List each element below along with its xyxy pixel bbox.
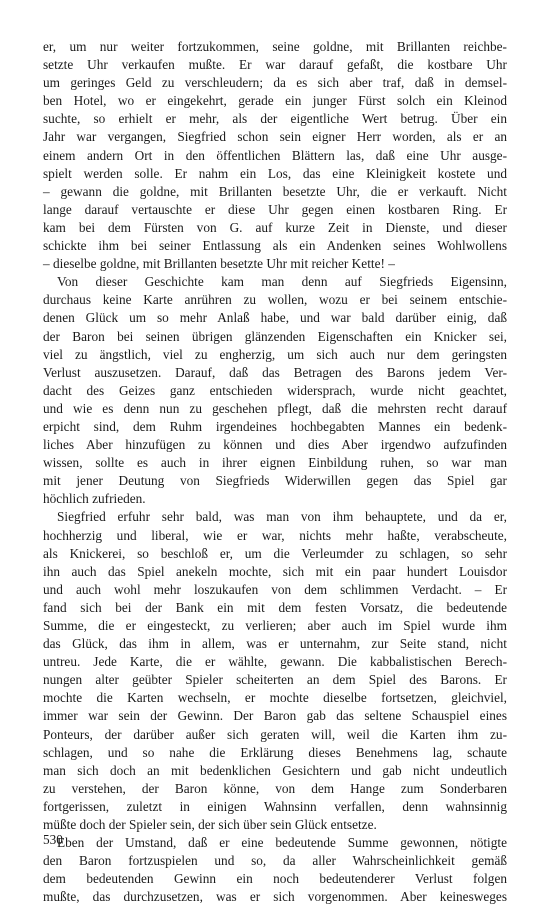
text-line: ihn auch das Spiel anekeln mochte, sich mit ein paar hundert Louisdor (43, 563, 507, 579)
text-line: spielt werden solle. Er nahm ein Los, das eine Kleinigkeit kostete und (43, 165, 507, 181)
text-line: den Baron fortzuspielen und so, da aller Wahrscheinlichkeit gemäß (43, 853, 507, 869)
text-line: man sich doch an mit bedenklichen Gesichtern und gab nicht undeutlich (43, 762, 507, 778)
text-line: kam bei dem Fürsten von G. auf kurze Zeit in Dienste, und dieser (43, 219, 507, 235)
text-line: denen Glück um so mehr Anlaß habe, und war bald darüber einig, daß (43, 310, 507, 326)
text-line: schickte ihm bei seiner Entlassung als ein Andenken seines Wohlwollens (43, 238, 507, 254)
text-line: dacht des Geizes ganz entschieden widersprach, wurde nicht geachtet, (43, 382, 507, 398)
text-line: mußte, das durchzusetzen, was er sich vorgenommen. Aber keinesweges (43, 889, 507, 905)
text-line: durchaus keine Karte anrühren zu wollen, wozu er bei seinem entschie- (43, 292, 507, 308)
text-line: ben Hotel, wo er eingekehrt, gerade ein junger Fürst solch ein Kleinod (43, 93, 507, 109)
text-line: fand sich bei der Bank ein mit dem festen Vorsatz, die bedeutende (43, 599, 507, 615)
text-line: lange darauf vertauschte er diese Uhr gegen einen kostbaren Ring. Er (43, 201, 507, 217)
text-line: liches Aber hinzufügen zu können und dies Aber irgendwo aufzufinden (43, 437, 507, 453)
text-line: untreu. Jede Karte, die er wählte, gewann. Die kabbalistischen Berech- (43, 654, 507, 670)
text-line: Summe, die er eingesteckt, zu verlieren; aber auch im Spiel wurde ihm (43, 618, 507, 633)
text-line: nungen alter geübter Spieler scheiterten an dem Spiel des Barons. Er (43, 672, 507, 688)
text-line: erpicht sind, dem Ruhm irgendeines hochbegabten Mannes ein bedenk- (43, 418, 507, 434)
text-line: Jahr war vergangen, Siegfried schon sein eigner Herr worden, als er an (43, 129, 507, 145)
text-line: Eben der Umstand, daß er eine bedeutende Summe gewonnen, nötigte (57, 835, 507, 851)
text-line: wissen, sollte es auch in ihrer eignen Einbildung ruhen, so war man (43, 455, 507, 471)
paragraph (43, 273, 507, 508)
text-line: und wie es denn nun zu geschehen pflegt, daß die mehrsten recht darauf (43, 400, 507, 416)
text-line: einem andern Ort in den öffentlichen Blättern las, daß eine Uhr ausge- (43, 147, 507, 163)
text-line: höchlich zufrieden. (43, 491, 146, 507)
text-line: mit jener Deutung von Siegfrieds Widerwillen gegen das Spiel gar (43, 473, 507, 489)
text-line: Ponteurs, der darüber außer sich geraten will, weil die Karten ihm zu- (43, 726, 507, 742)
text-line: und auch wohl mehr loszukaufen von dem schlimmen Verdacht. – Er (43, 581, 507, 597)
text-line: der Baron bei seinen übrigen glänzenden Eigenschaften ein Knicker sei, (43, 328, 507, 344)
text-line: suchte, so erhielt er mehr, als der eigentliche Wert betrug. Über ein (43, 111, 507, 127)
text-line: fortgerissen, zuletzt in einigen Wahnsinn verfallen, denn wahnsinnig (43, 798, 507, 814)
text-line: als Knickerei, so beschloß er, um die Verleumder zu schlagen, so sehr (43, 545, 507, 561)
text-line: schlagen, und so nahe die Erklärung dieses Benehmens lag, schaute (43, 744, 507, 760)
text-line: er, um nur weiter fortzukommen, seine goldne, mit Brillanten reichbe- (43, 39, 507, 54)
text-line: dem bedeutenden Gewinn ein noch bedeutenderer Verlust folgen (43, 871, 507, 887)
text-line: mochte die Karten wechseln, er mochte dieselbe fortsetzen, gleichviel, (43, 690, 507, 706)
text-line: das Glück, das ihm in allem, was er unternahm, zur Seite stand, nicht (43, 636, 507, 652)
text-line: hochherzig und liberal, wie er war, nichts mehr haßte, verabscheute, (43, 527, 507, 543)
text-line: – gewann die goldne, mit Brillanten besetzte Uhr, die er verkauft. Nicht (43, 183, 507, 199)
text-line: Von dieser Geschichte kam man denn auf Siegfrieds Eigensinn, (57, 274, 507, 290)
page-number: 530 (43, 832, 63, 847)
text-line: immer war sein der Gewinn. Der Baron gab das seltene Schauspiel eines (43, 708, 507, 724)
text-line: um geringes Geld zu verschleudern; da es sich aber traf, daß in demsel- (43, 75, 507, 91)
text-line: Siegfried erfuhr sehr bald, was man von ihm behauptete, und da er, (57, 509, 507, 525)
paragraph (43, 38, 507, 273)
paragraph (43, 834, 507, 906)
text-line: Verlust auszusetzen. Darauf, daß das Betragen des Barons jedem Ver- (43, 364, 507, 380)
text-line: – dieselbe goldne, mit Brillanten besetzte Uhr mit reicher Kette! – (43, 256, 395, 272)
text-line: viel zu ängstlich, viel zu engherzig, um sich auch nur dem geringsten (43, 346, 507, 362)
text-line: müßte doch der Spieler sein, der sich über sein Glück entsetze. (43, 817, 377, 833)
text-line: zu verstehen, der Baron könne, von dem Hange zum Sonderbaren (43, 780, 507, 796)
text-line: setzte Uhr verkaufen mußte. Er war darauf gefaßt, die kostbare Uhr (43, 57, 507, 73)
body-text (43, 38, 507, 907)
paragraph (43, 508, 507, 834)
